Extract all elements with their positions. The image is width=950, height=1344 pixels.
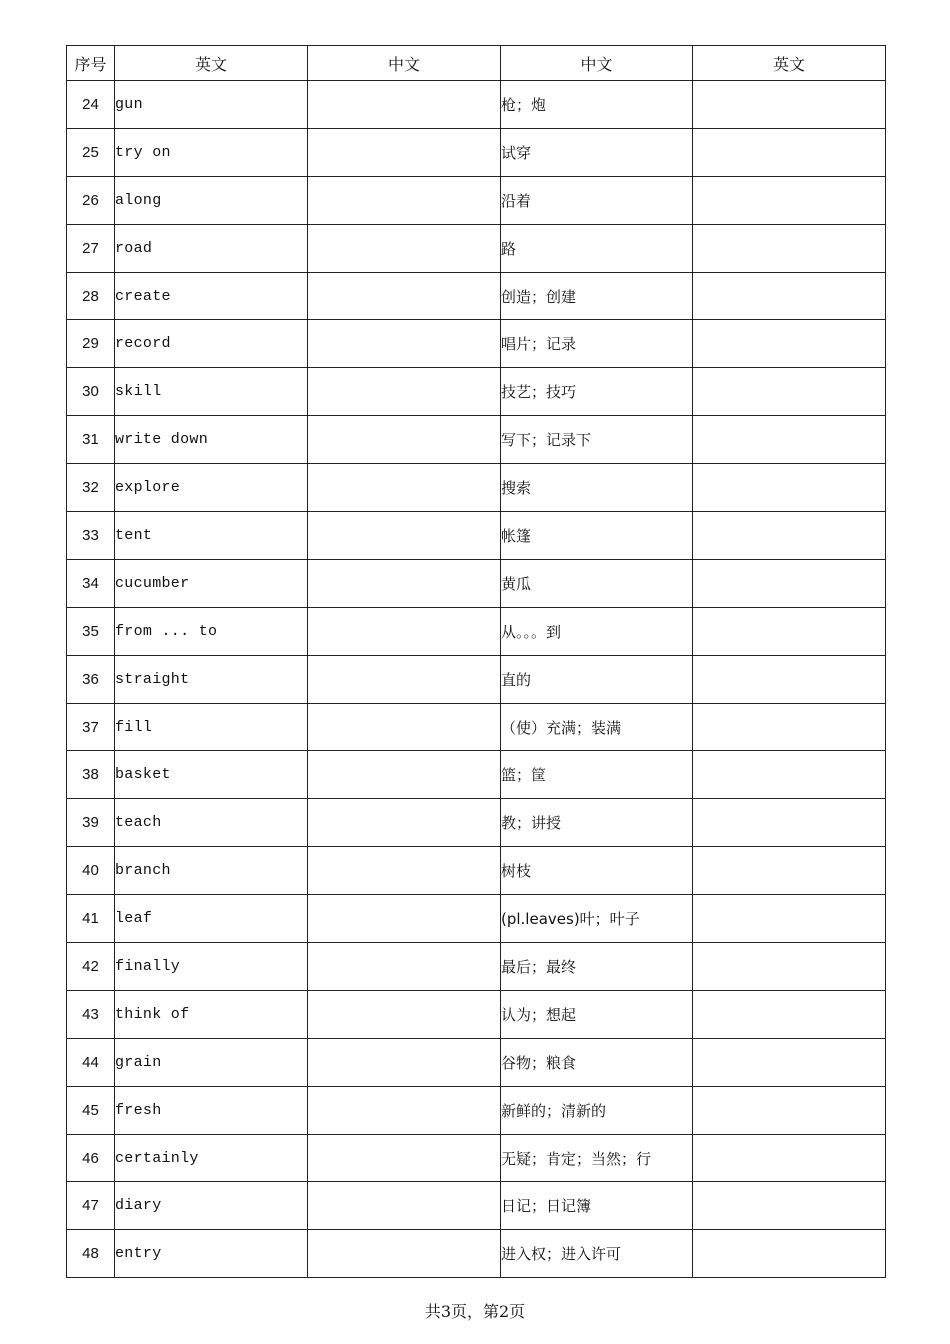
table-row (67, 799, 886, 847)
row-chinese: 帐篷 (501, 512, 693, 560)
row-english-answer-blank[interactable] (693, 272, 886, 320)
row-chinese-answer-blank[interactable] (308, 512, 501, 560)
row-index: 42 (67, 943, 115, 991)
vocabulary-table (66, 45, 886, 1278)
row-english: record (115, 320, 308, 368)
row-chinese: 沿着 (501, 176, 693, 224)
row-index: 48 (67, 1230, 115, 1278)
row-english-answer-blank[interactable] (693, 1182, 886, 1230)
row-chinese: 枪；炮 (501, 81, 693, 129)
table-row (67, 751, 886, 799)
table-body (67, 81, 886, 1278)
row-index: 40 (67, 847, 115, 895)
table-row (67, 224, 886, 272)
row-english-answer-blank[interactable] (693, 847, 886, 895)
row-chinese-answer-blank[interactable] (308, 320, 501, 368)
row-chinese: 路 (501, 224, 693, 272)
table-row (67, 703, 886, 751)
row-index: 41 (67, 895, 115, 943)
row-english: think of (115, 990, 308, 1038)
row-chinese-answer-blank[interactable] (308, 607, 501, 655)
row-english: diary (115, 1182, 308, 1230)
row-chinese-answer-blank[interactable] (308, 990, 501, 1038)
row-chinese: 无疑；肯定；当然；行 (501, 1134, 693, 1182)
row-english-answer-blank[interactable] (693, 1038, 886, 1086)
row-index: 36 (67, 655, 115, 703)
row-chinese-answer-blank[interactable] (308, 81, 501, 129)
row-english-answer-blank[interactable] (693, 128, 886, 176)
row-english: along (115, 176, 308, 224)
row-english-answer-blank[interactable] (693, 799, 886, 847)
row-chinese: 创造；创建 (501, 272, 693, 320)
row-english: road (115, 224, 308, 272)
row-chinese: 试穿 (501, 128, 693, 176)
row-index: 30 (67, 368, 115, 416)
table-row (67, 464, 886, 512)
row-english: basket (115, 751, 308, 799)
row-index: 29 (67, 320, 115, 368)
row-index: 32 (67, 464, 115, 512)
row-english: from ... to (115, 607, 308, 655)
header-chinese-answer: 中文 (308, 46, 501, 81)
table-row (67, 176, 886, 224)
row-english: skill (115, 368, 308, 416)
row-english: fill (115, 703, 308, 751)
row-chinese: 直的 (501, 655, 693, 703)
row-chinese-answer-blank[interactable] (308, 1038, 501, 1086)
row-chinese-answer-blank[interactable] (308, 1086, 501, 1134)
table-row (67, 1182, 886, 1230)
table-row (67, 847, 886, 895)
row-chinese-answer-blank[interactable] (308, 224, 501, 272)
row-chinese: 新鲜的；清新的 (501, 1086, 693, 1134)
table-row (67, 1230, 886, 1278)
page-footer: 共3页，第2页 (424, 1302, 526, 1321)
row-chinese: 教；讲授 (501, 799, 693, 847)
table-row (67, 607, 886, 655)
row-chinese: 进入权；进入许可 (501, 1230, 693, 1278)
header-chinese: 中文 (501, 46, 693, 81)
row-english: cucumber (115, 559, 308, 607)
row-english-answer-blank[interactable] (693, 1230, 886, 1278)
row-chinese-answer-blank[interactable] (308, 416, 501, 464)
row-chinese-answer-blank[interactable] (308, 1182, 501, 1230)
row-chinese: (pl.leaves)叶；叶子 (501, 895, 693, 943)
row-chinese-answer-blank[interactable] (308, 847, 501, 895)
row-chinese-answer-blank[interactable] (308, 703, 501, 751)
row-english-answer-blank[interactable] (693, 1086, 886, 1134)
table-row (67, 368, 886, 416)
row-english: straight (115, 655, 308, 703)
row-index: 26 (67, 176, 115, 224)
row-index: 39 (67, 799, 115, 847)
row-english: try on (115, 128, 308, 176)
row-english: leaf (115, 895, 308, 943)
table-row (67, 320, 886, 368)
table-row (67, 1038, 886, 1086)
row-index: 46 (67, 1134, 115, 1182)
row-english: teach (115, 799, 308, 847)
row-index: 35 (67, 607, 115, 655)
row-english-answer-blank[interactable] (693, 81, 886, 129)
row-index: 33 (67, 512, 115, 560)
table-row (67, 559, 886, 607)
table-row (67, 128, 886, 176)
row-english-answer-blank[interactable] (693, 751, 886, 799)
row-chinese-answer-blank[interactable] (308, 272, 501, 320)
row-chinese: 最后；最终 (501, 943, 693, 991)
row-english: certainly (115, 1134, 308, 1182)
row-chinese: 谷物；粮食 (501, 1038, 693, 1086)
row-english-answer-blank[interactable] (693, 895, 886, 943)
table-row (67, 1086, 886, 1134)
row-index: 45 (67, 1086, 115, 1134)
row-english: entry (115, 1230, 308, 1278)
row-english: branch (115, 847, 308, 895)
table-row (67, 895, 886, 943)
table-row (67, 655, 886, 703)
row-index: 25 (67, 128, 115, 176)
row-chinese-answer-blank[interactable] (308, 464, 501, 512)
row-english-answer-blank[interactable] (693, 559, 886, 607)
row-chinese: 技艺；技巧 (501, 368, 693, 416)
row-chinese-answer-blank[interactable] (308, 655, 501, 703)
table-row (67, 512, 886, 560)
row-chinese-answer-blank[interactable] (308, 128, 501, 176)
row-chinese-answer-blank[interactable] (308, 751, 501, 799)
row-index: 44 (67, 1038, 115, 1086)
table-row (67, 272, 886, 320)
row-english-answer-blank[interactable] (693, 703, 886, 751)
row-chinese-answer-blank[interactable] (308, 1134, 501, 1182)
row-index: 24 (67, 81, 115, 129)
table-header-row (67, 46, 886, 81)
row-english-answer-blank[interactable] (693, 655, 886, 703)
row-english: create (115, 272, 308, 320)
row-chinese: 写下；记录下 (501, 416, 693, 464)
row-chinese-answer-blank[interactable] (308, 799, 501, 847)
row-index: 34 (67, 559, 115, 607)
row-english-answer-blank[interactable] (693, 990, 886, 1038)
table-row (67, 81, 886, 129)
row-english-answer-blank[interactable] (693, 176, 886, 224)
row-english-answer-blank[interactable] (693, 464, 886, 512)
row-english-answer-blank[interactable] (693, 943, 886, 991)
row-english-answer-blank[interactable] (693, 416, 886, 464)
row-chinese: 从。。。到 (501, 607, 693, 655)
row-chinese: 黄瓜 (501, 559, 693, 607)
row-english: fresh (115, 1086, 308, 1134)
table-row (67, 1134, 886, 1182)
header-english: 英文 (115, 46, 308, 81)
row-english: explore (115, 464, 308, 512)
row-chinese: （使）充满；装满 (501, 703, 693, 751)
row-chinese: 篮；筐 (501, 751, 693, 799)
row-index: 43 (67, 990, 115, 1038)
row-index: 27 (67, 224, 115, 272)
row-index: 28 (67, 272, 115, 320)
row-english: write down (115, 416, 308, 464)
row-chinese: 唱片；记录 (501, 320, 693, 368)
row-english: gun (115, 81, 308, 129)
row-chinese-answer-blank[interactable] (308, 943, 501, 991)
row-chinese: 树枝 (501, 847, 693, 895)
row-chinese: 搜索 (501, 464, 693, 512)
table-row (67, 943, 886, 991)
row-chinese-answer-blank[interactable] (308, 176, 501, 224)
row-english-answer-blank[interactable] (693, 512, 886, 560)
table-row (67, 416, 886, 464)
row-index: 31 (67, 416, 115, 464)
row-english-answer-blank[interactable] (693, 1134, 886, 1182)
row-english-answer-blank[interactable] (693, 320, 886, 368)
row-english-answer-blank[interactable] (693, 607, 886, 655)
row-chinese-answer-blank[interactable] (308, 559, 501, 607)
row-english: finally (115, 943, 308, 991)
row-english: grain (115, 1038, 308, 1086)
row-english: tent (115, 512, 308, 560)
row-english-answer-blank[interactable] (693, 224, 886, 272)
row-chinese-answer-blank[interactable] (308, 1230, 501, 1278)
header-english-answer: 英文 (693, 46, 886, 81)
row-chinese: 日记；日记簿 (501, 1182, 693, 1230)
row-index: 47 (67, 1182, 115, 1230)
table-row (67, 990, 886, 1038)
row-index: 38 (67, 751, 115, 799)
row-index: 37 (67, 703, 115, 751)
header-index: 序号 (67, 46, 115, 81)
row-chinese-answer-blank[interactable] (308, 895, 501, 943)
row-english-answer-blank[interactable] (693, 368, 886, 416)
row-chinese: 认为；想起 (501, 990, 693, 1038)
row-chinese-answer-blank[interactable] (308, 368, 501, 416)
